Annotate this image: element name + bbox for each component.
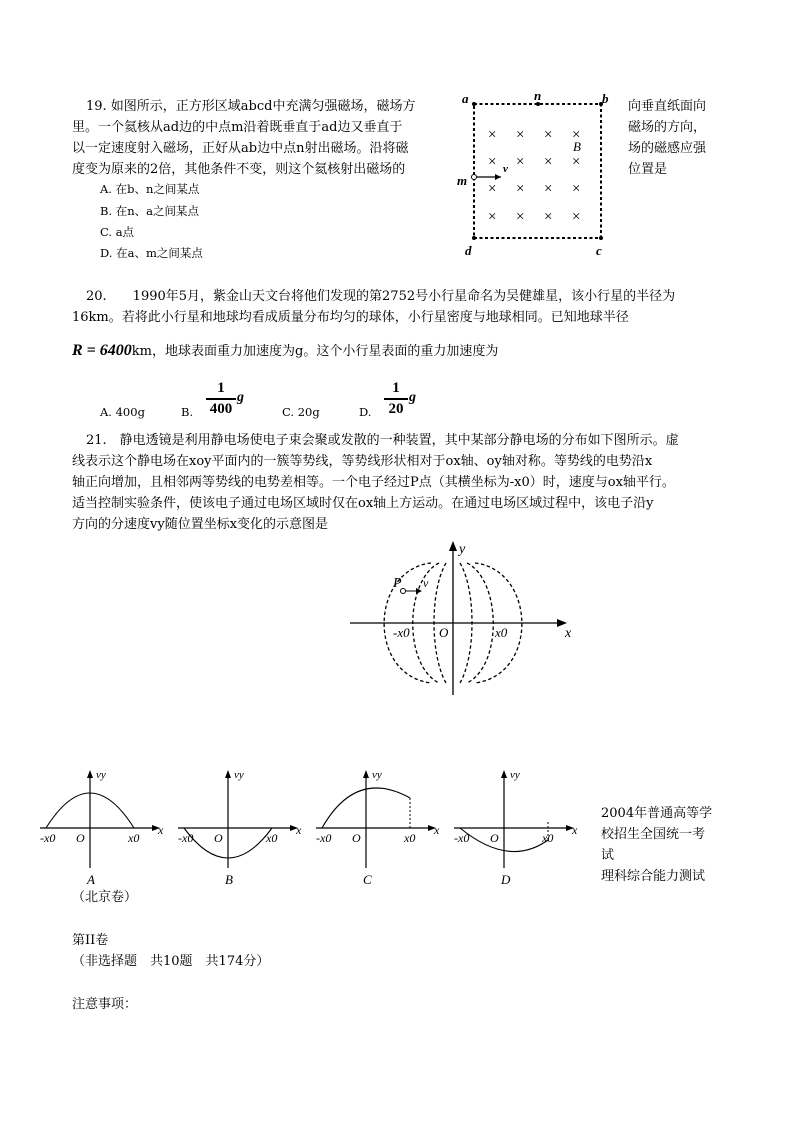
- fig-label-O: O: [439, 625, 449, 640]
- fig-label-x0: x0: [495, 625, 508, 640]
- graph-label-vy: vy: [96, 769, 106, 781]
- field-cross: ×: [544, 181, 553, 197]
- q19-option-a: A. 在b、n之间某点: [100, 182, 200, 196]
- vy-graph-c: [316, 770, 436, 868]
- fig-label-neg-x0: -x0: [393, 625, 410, 640]
- vy-graph-b: [178, 770, 298, 868]
- fig-label-P: P: [393, 576, 402, 591]
- graph-label-x0: x0: [128, 831, 140, 845]
- section-2-subtitle: （非选择题 共10题 共174分）: [72, 954, 270, 969]
- graph-label-o: O: [76, 831, 85, 845]
- label-c: c: [596, 243, 602, 258]
- graph-label-neg-x0: -x0: [40, 831, 56, 845]
- label-B: B: [573, 139, 581, 154]
- field-cross: ×: [488, 181, 497, 197]
- exam-title-line-3: 试: [601, 848, 615, 863]
- q19-option-d: D. 在a、m之间某点: [100, 246, 203, 260]
- label-a: a: [462, 91, 469, 106]
- q19-line-1: 19. 如图所示，正方形区域abcd中充满匀强磁场，磁场方: [86, 99, 416, 114]
- graph-letter: D: [501, 872, 511, 887]
- graph-label-vy: vy: [234, 769, 244, 781]
- label-m: m: [457, 173, 468, 188]
- vy-graphs: [0, 760, 600, 890]
- field-cross: ×: [572, 209, 581, 225]
- label-b: b: [602, 91, 609, 106]
- exam-title-line-1: 2004年普通高等学: [601, 806, 713, 821]
- field-cross: ×: [516, 209, 525, 225]
- q20-option-d-fraction: 1 20: [384, 380, 408, 418]
- fig-label-x: x: [565, 626, 572, 641]
- label-v: v: [503, 163, 508, 175]
- equipotential-figure: [345, 535, 585, 700]
- q21-line-2: 线表示这个静电场在xoy平面内的一簇等势线，等势线形状相对于ox轴、oy轴对称。等势线的电势沿x: [72, 454, 653, 469]
- q20-line-3: R = 6400km，地球表面重力加速度为g。这个小行星表面的重力加速度为: [72, 342, 499, 359]
- q21-line-3: 轴正向增加，且相邻两等势线的电势差相等。一个电子经过P点（其横坐标为-x0）时，速度与ox轴平行。: [72, 475, 675, 490]
- q20-option-a: A. 400g: [100, 405, 145, 419]
- q19-right-2: 磁场的方向，: [628, 120, 707, 135]
- field-cross: ×: [488, 209, 497, 225]
- field-cross: ×: [544, 154, 553, 170]
- field-cross: ×: [516, 154, 525, 170]
- graph-label-neg-x0: -x0: [454, 831, 470, 845]
- q20-option-d: D.: [359, 405, 372, 419]
- q21-line-1: 21. 静电透镜是利用静电场使电子束会聚或发散的一种装置，其中某部分静电场的分布如下图所示。虚: [86, 433, 679, 448]
- q19-right-3: 场的磁感应强: [628, 141, 707, 156]
- graph-label-x: x: [296, 823, 302, 837]
- section-2-notes: 注意事项：: [72, 997, 138, 1012]
- q21-line-5: 方向的分速度vy随位置坐标x变化的示意图是: [72, 517, 329, 532]
- q19-line-2: 里。一个氦核从ad边的中点m沿着既垂直于ad边又垂直于: [72, 120, 403, 135]
- exam-title-line-2: 校招生全国统一考: [601, 827, 706, 842]
- vy-graph-a: [40, 770, 160, 868]
- graph-label-neg-x0: -x0: [178, 831, 194, 845]
- q19-option-c: C. a点: [100, 225, 135, 239]
- graph-label-o: O: [214, 831, 223, 845]
- field-cross: ×: [516, 127, 525, 143]
- field-cross: ×: [488, 127, 497, 143]
- exam-beijing: （北京卷）: [72, 890, 138, 905]
- q21-line-4: 适当控制实验条件，使该电子通过电场区域时仅在ox轴上方运动。在通过电场区域过程中，该电子沿y: [72, 496, 654, 511]
- q20-option-b-g: g: [237, 390, 244, 405]
- graph-letter: A: [87, 872, 95, 887]
- field-cross: ×: [572, 154, 581, 170]
- graph-label-x0: x0: [266, 831, 278, 845]
- q20-option-c: C. 20g: [282, 405, 320, 419]
- q19-right-4: 位置是: [628, 162, 668, 177]
- q19-line-4: 度变为原来的2倍，其他条件不变，则这个氦核射出磁场的: [72, 162, 406, 177]
- graph-label-o: O: [490, 831, 499, 845]
- graph-label-x: x: [158, 823, 164, 837]
- section-2-heading: 第II卷: [72, 933, 109, 948]
- graph-letter: C: [363, 872, 372, 887]
- q20-option-b-fraction: 1 400: [206, 380, 236, 418]
- field-cross: ×: [572, 127, 581, 143]
- q20-line-2: 16km。若将此小行星和地球均看成质量分布均匀的球体，小行星密度与地球相同。已知地球半径: [72, 310, 629, 325]
- q20-option-b: B.: [181, 405, 194, 419]
- graph-label-neg-x0: -x0: [316, 831, 332, 845]
- q19-right-1: 向垂直纸面向: [628, 99, 707, 114]
- graph-label-o: O: [352, 831, 361, 845]
- vy-graph-d: [454, 770, 574, 868]
- graph-label-vy: vy: [510, 769, 520, 781]
- graph-label-x0: x0: [404, 831, 416, 845]
- fig-label-v: v: [423, 576, 429, 590]
- field-cross: ×: [572, 181, 581, 197]
- graph-label-x0: x0: [542, 831, 554, 845]
- field-cross: ×: [488, 154, 497, 170]
- graph-label-vy: vy: [372, 769, 382, 781]
- exam-title-line-4: 理科综合能力测试: [601, 869, 706, 884]
- field-cross: ×: [516, 181, 525, 197]
- label-n: n: [534, 88, 542, 103]
- fig-label-y: y: [459, 542, 466, 557]
- q20-option-d-g: g: [409, 390, 416, 405]
- point-m: [472, 175, 477, 180]
- field-cross: ×: [544, 209, 553, 225]
- graph-label-x: x: [572, 823, 578, 837]
- earth-radius-formula: R = 6400: [72, 342, 132, 359]
- q20-line-1: 20. 1990年5月，紫金山天文台将他们发现的第2752号小行星命名为吴健雄星，该小行星的半径为: [86, 289, 676, 304]
- q19-line-3: 以一定速度射入磁场，正好从ab边中点n射出磁场。沿将磁: [72, 141, 409, 156]
- field-cross: ×: [544, 127, 553, 143]
- label-d: d: [465, 243, 472, 258]
- graph-letter: B: [225, 872, 233, 887]
- q19-option-b: B. 在n、a之间某点: [100, 204, 200, 218]
- magnetic-field-figure: [455, 88, 625, 260]
- graph-label-x: x: [434, 823, 440, 837]
